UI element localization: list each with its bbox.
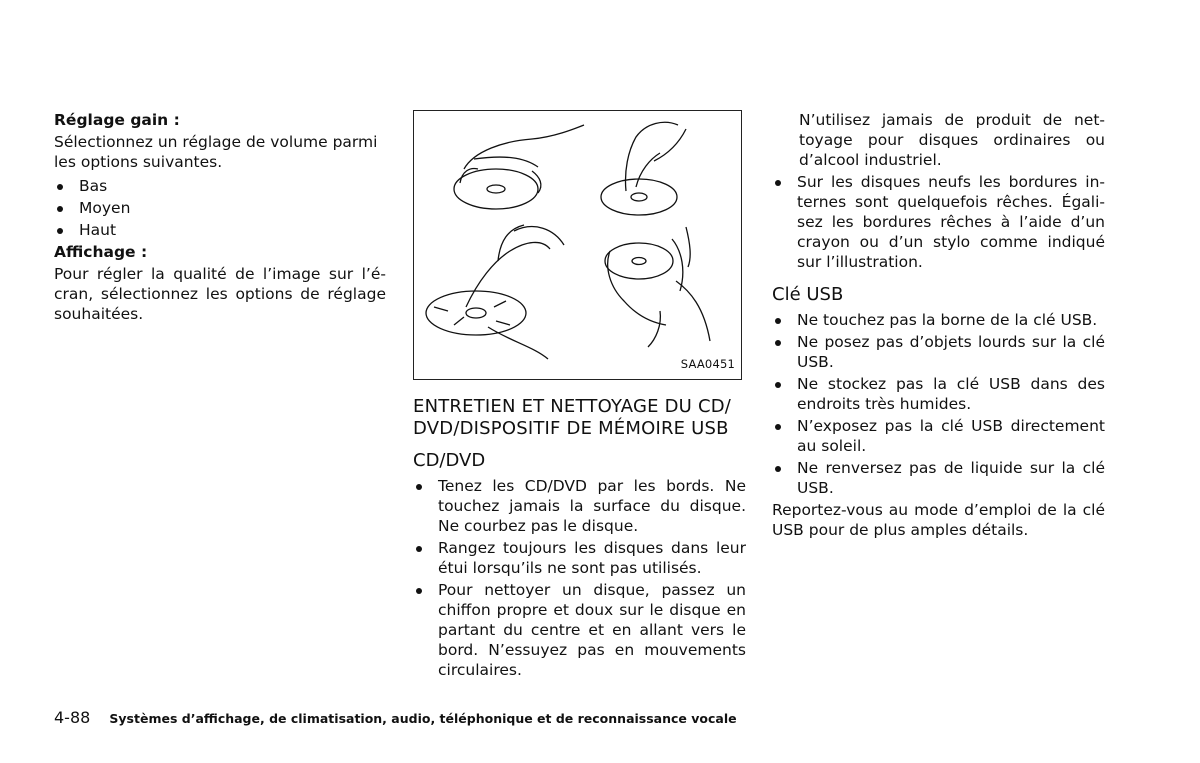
display-heading: Affichage : [54,243,148,261]
list-item: Ne posez pas d’objets lourds sur la clé USB. [772,332,1105,372]
section-title: ENTRETIEN ET NETTOYAGE DU CD/ DVD/DISPOSITIF DE MÉMOIRE USB [413,396,732,439]
chapter-title: Systèmes d’affichage, de climatisation, audio, téléphonique et de reconnaissance vocale [109,711,737,726]
list-item: Moyen [54,198,386,218]
continued-paragraph: N’utilisez jamais de produit de net-toyage pour disques ordinaires ou d’alcool industriel. [799,111,1105,169]
list-item: Rangez toujours les disques dans leur étui lorsqu’ils ne sont pas utilisés. [413,538,746,578]
list-item: Ne renversez pas de liquide sur la clé USB. [772,458,1105,498]
display-paragraph: Pour régler la qualité de l’image sur l’é-cran, sélectionnez les options de réglage souhaitées. [54,265,386,323]
list-item: Haut [54,220,386,240]
list-item: Ne touchez pas la borne de la clé USB. [772,310,1105,330]
usb-bullets [772,310,1105,498]
gain-heading: Réglage gain : [54,111,180,129]
subsection-title-cd-dvd: CD/DVD [413,450,486,471]
list-item: Tenez les CD/DVD par les bords. Ne touchez jamais la surface du disque. Ne courbez pas le disque. [413,476,746,536]
disc-handling-illustration [413,110,742,380]
column-2 [413,110,746,682]
list-item: N’exposez pas la clé USB directement au soleil. [772,416,1105,456]
page-footer [54,708,737,727]
closing-paragraph: Reportez-vous au mode d’emploi de la clé USB pour de plus amples détails. [772,501,1105,539]
disc-handling-drawing [414,111,740,378]
figure-code: SAA0451 [680,357,735,371]
list-item: Sur les disques neufs les bordures in-ternes sont quelquefois rêches. Égali-sez les bordures rêches à l’aide d’un crayon ou d’un stylo comme indiqué sur l’illustration. [772,172,1105,272]
page-number: 4-88 [54,708,91,727]
gain-options-list [54,176,386,240]
list-item: Pour nettoyer un disque, passez un chiffon propre et doux sur le disque en partant du centre et en allant vers le bord. N’essuyez pas en mouvements circulaires. [413,580,746,680]
gain-paragraph: Sélectionnez un réglage de volume parmi les options suivantes. [54,133,378,171]
edge-bullets [772,172,1105,272]
column-1 [54,110,386,324]
list-item: Ne stockez pas la clé USB dans des endroits très humides. [772,374,1105,414]
cd-dvd-bullets [413,476,746,680]
column-3 [772,110,1105,540]
subsection-title-usb: Clé USB [772,284,844,305]
list-item: Bas [54,176,386,196]
